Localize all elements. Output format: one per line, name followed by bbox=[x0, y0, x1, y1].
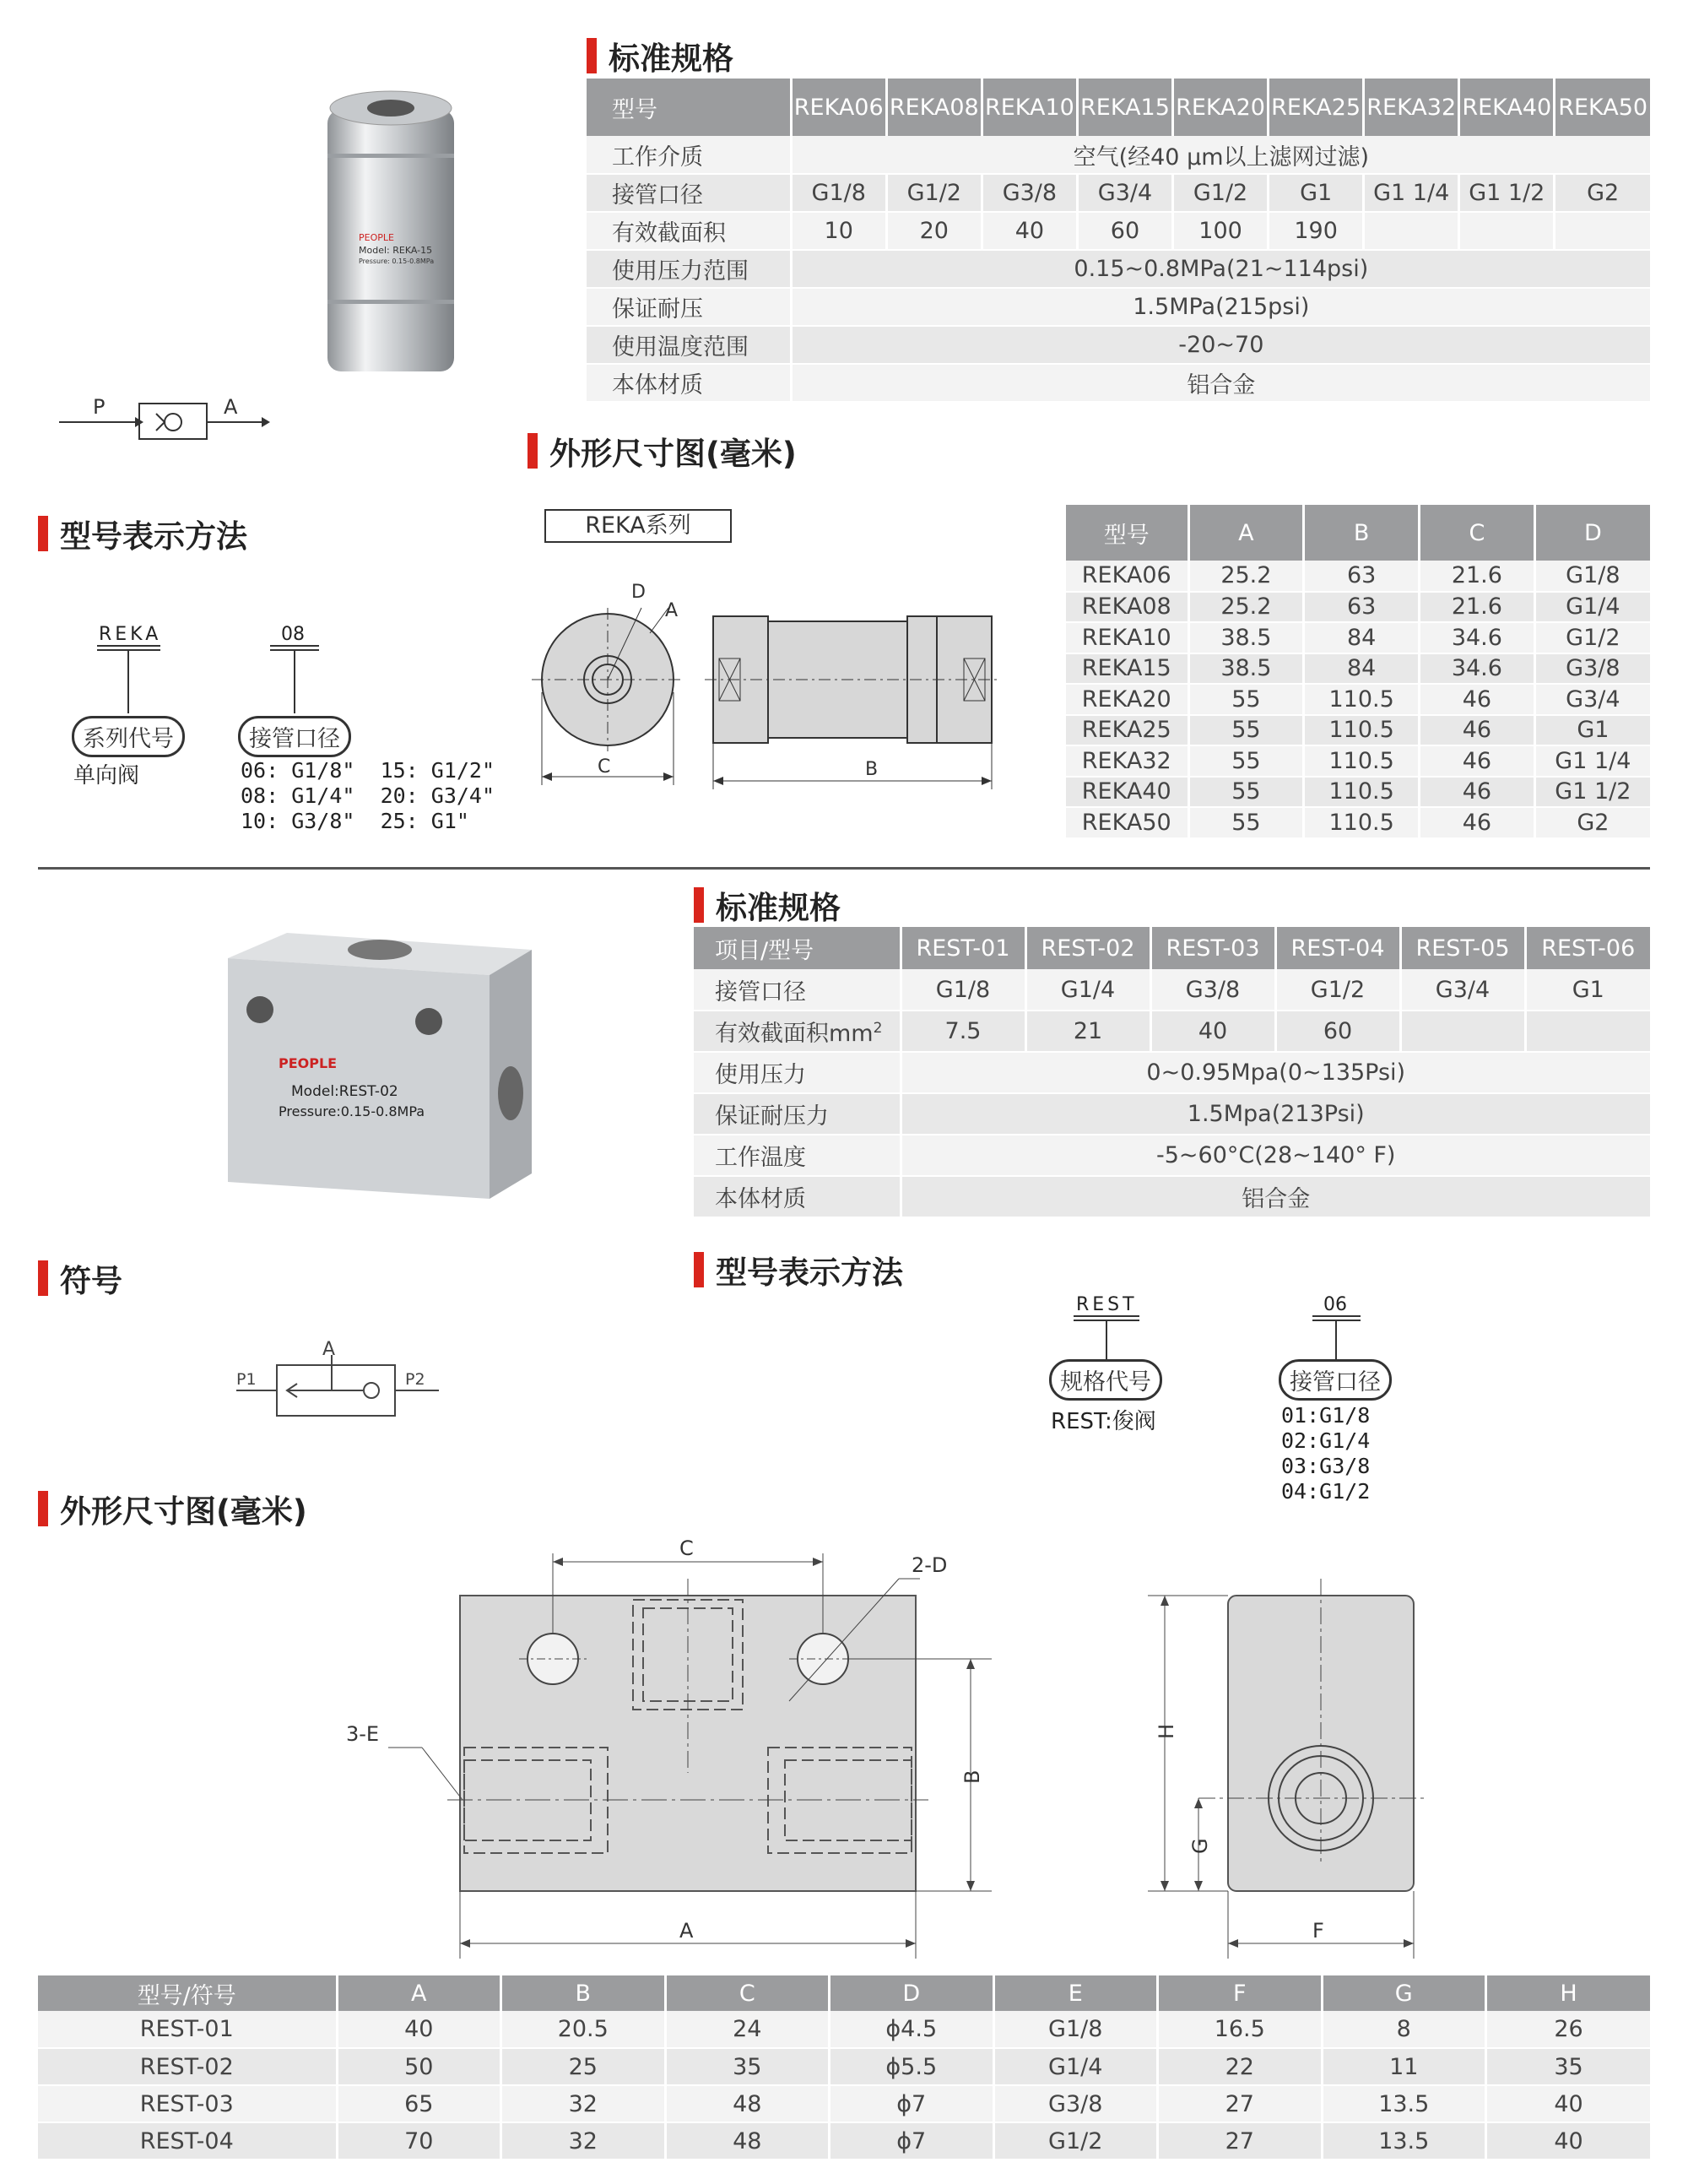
table-row bbox=[587, 136, 1650, 174]
rest-drawing-3e: 3-E bbox=[346, 1722, 380, 1746]
table-cell: 35 bbox=[1486, 2048, 1651, 2085]
table-cell: 46 bbox=[1420, 684, 1535, 715]
table-cell: G3/8 bbox=[982, 174, 1077, 212]
table-cell: ϕ4.5 bbox=[830, 2011, 994, 2048]
table-row bbox=[38, 2011, 1650, 2048]
reka-sub-label: 单向阀 bbox=[73, 763, 140, 789]
table-header-cell: REST-03 bbox=[1150, 927, 1275, 969]
table-cell: G1/8 bbox=[901, 969, 1025, 1011]
rest-drawing-c: C bbox=[679, 1536, 694, 1560]
reka-series-box: REKA系列 bbox=[544, 509, 732, 543]
table-cell: 铝合金 bbox=[791, 364, 1650, 402]
table-row bbox=[1066, 505, 1650, 561]
table-header-cell: 型号 bbox=[1066, 505, 1188, 561]
table-cell: 保证耐压力 bbox=[694, 1093, 901, 1135]
table-cell: G3/4 bbox=[1400, 969, 1525, 1011]
reka-code-2: 08 bbox=[281, 624, 305, 645]
reka-drawing-a: A bbox=[665, 600, 679, 621]
table-cell: 保证耐压 bbox=[587, 288, 791, 326]
rest-spec-table bbox=[694, 927, 1650, 1218]
rest-spec-title: 标准规格 bbox=[694, 886, 841, 924]
table-cell: 11 bbox=[1322, 2048, 1486, 2085]
table-header-cell: REKA32 bbox=[1364, 79, 1459, 136]
rest-port-3: 03:G3/8 bbox=[1281, 1454, 1371, 1478]
rest-drawing-g: G bbox=[1188, 1838, 1212, 1854]
table-header-cell: REST-06 bbox=[1525, 927, 1650, 969]
reka-drawing-c: C bbox=[598, 756, 611, 778]
reka-dim-title: 外形尺寸图(毫米) bbox=[528, 432, 797, 469]
table-row bbox=[694, 1176, 1650, 1217]
table-cell: 16.5 bbox=[1158, 2011, 1323, 2048]
table-cell: 55 bbox=[1188, 777, 1304, 808]
table-cell: 1.5Mpa(213Psi) bbox=[901, 1093, 1650, 1135]
table-cell: 70 bbox=[337, 2122, 501, 2160]
table-cell: G1 1/2 bbox=[1534, 777, 1650, 808]
table-header-cell: REST-05 bbox=[1400, 927, 1525, 969]
table-row bbox=[1066, 807, 1650, 838]
table-cell: REKA15 bbox=[1066, 653, 1188, 685]
table-cell bbox=[1364, 212, 1459, 250]
table-cell: 21.6 bbox=[1420, 561, 1535, 592]
table-header-cell: C bbox=[1420, 505, 1535, 561]
table-cell: REKA40 bbox=[1066, 777, 1188, 808]
table-row bbox=[1066, 684, 1650, 715]
table-cell: 22 bbox=[1158, 2048, 1323, 2085]
reka-drawing-d: D bbox=[631, 582, 646, 603]
table-cell: REKA20 bbox=[1066, 684, 1188, 715]
table-cell: -20~70 bbox=[791, 326, 1650, 364]
table-cell: 110.5 bbox=[1304, 715, 1420, 746]
table-cell: G1/2 bbox=[886, 174, 982, 212]
table-header-cell: REKA06 bbox=[791, 79, 886, 136]
table-header-cell: E bbox=[993, 1975, 1158, 2011]
reka-pill-port: 接管口径 bbox=[238, 716, 351, 757]
table-header-cell: REKA15 bbox=[1077, 79, 1172, 136]
table-cell: 本体材质 bbox=[587, 364, 791, 402]
table-cell: G1/4 bbox=[1534, 592, 1650, 623]
table-cell: 27 bbox=[1158, 2085, 1323, 2122]
table-row bbox=[1066, 653, 1650, 685]
table-cell: 40 bbox=[1486, 2122, 1651, 2160]
table-cell: 本体材质 bbox=[694, 1176, 901, 1217]
table-row bbox=[587, 250, 1650, 288]
table-row bbox=[587, 326, 1650, 364]
rest-product-image bbox=[219, 929, 540, 1207]
table-cell: 32 bbox=[501, 2085, 666, 2122]
table-cell: 55 bbox=[1188, 715, 1304, 746]
table-cell: 48 bbox=[665, 2085, 830, 2122]
table-cell: 110.5 bbox=[1304, 745, 1420, 777]
table-header-cell: REST-01 bbox=[901, 927, 1025, 969]
table-cell: G1/2 bbox=[1173, 174, 1269, 212]
table-cell: 46 bbox=[1420, 807, 1535, 838]
table-cell: G1/4 bbox=[1025, 969, 1150, 1011]
table-cell: 48 bbox=[665, 2122, 830, 2160]
table-cell: 63 bbox=[1304, 592, 1420, 623]
table-row bbox=[694, 1135, 1650, 1176]
table-cell: 34.6 bbox=[1420, 653, 1535, 685]
reka-spec-title: 标准规格 bbox=[587, 37, 733, 74]
rest-dim-table bbox=[38, 1975, 1650, 2160]
rest-product-model: Model:REST-02 bbox=[291, 1083, 398, 1100]
table-cell: 60 bbox=[1275, 1011, 1400, 1052]
table-cell: 空气(经40 μm以上滤网过滤) bbox=[791, 136, 1650, 174]
table-cell: 60 bbox=[1077, 212, 1172, 250]
table-cell: 7.5 bbox=[901, 1011, 1025, 1052]
table-cell: REKA32 bbox=[1066, 745, 1188, 777]
table-cell: REKA06 bbox=[1066, 561, 1188, 592]
table-cell: 26 bbox=[1486, 2011, 1651, 2048]
table-header-cell: C bbox=[665, 1975, 830, 2011]
table-cell: G2 bbox=[1534, 807, 1650, 838]
table-row bbox=[38, 2085, 1650, 2122]
table-cell bbox=[1459, 212, 1555, 250]
table-cell: 8 bbox=[1322, 2011, 1486, 2048]
table-cell: 38.5 bbox=[1188, 653, 1304, 685]
table-row bbox=[694, 1093, 1650, 1135]
table-header-cell: REST-04 bbox=[1275, 927, 1400, 969]
table-row bbox=[1066, 715, 1650, 746]
table-cell: 使用压力范围 bbox=[587, 250, 791, 288]
table-cell: 使用压力 bbox=[694, 1052, 901, 1093]
table-cell: 190 bbox=[1269, 212, 1364, 250]
reka-model-title: 型号表示方法 bbox=[38, 515, 247, 552]
table-header-cell: A bbox=[337, 1975, 501, 2011]
table-header-cell: D bbox=[1534, 505, 1650, 561]
table-cell: 10 bbox=[791, 212, 886, 250]
table-cell: 32 bbox=[501, 2122, 666, 2160]
table-cell: 40 bbox=[337, 2011, 501, 2048]
table-row bbox=[1066, 622, 1650, 653]
table-cell: 20 bbox=[886, 212, 982, 250]
rest-drawing-a: A bbox=[679, 1919, 694, 1943]
table-cell: G3/4 bbox=[1534, 684, 1650, 715]
table-cell: G1 1/4 bbox=[1534, 745, 1650, 777]
reka-product-image bbox=[312, 84, 464, 388]
table-row bbox=[1066, 592, 1650, 623]
rest-product-pressure: Pressure:0.15-0.8MPa bbox=[279, 1103, 425, 1119]
table-cell: 65 bbox=[337, 2085, 501, 2122]
table-cell: 84 bbox=[1304, 622, 1420, 653]
table-cell: G3/8 bbox=[1150, 969, 1275, 1011]
table-row bbox=[1066, 777, 1650, 808]
table-cell: G1/2 bbox=[1275, 969, 1400, 1011]
section-divider bbox=[38, 867, 1650, 870]
reka-model-lines bbox=[68, 621, 321, 730]
table-header-cell: REKA50 bbox=[1555, 79, 1650, 136]
table-cell: 20.5 bbox=[501, 2011, 666, 2048]
table-row bbox=[38, 1975, 1650, 2011]
table-cell: -5~60°C(28~140° F) bbox=[901, 1135, 1650, 1176]
table-cell: 24 bbox=[665, 2011, 830, 2048]
table-cell: 40 bbox=[1150, 1011, 1275, 1052]
rest-symbol bbox=[228, 1338, 447, 1431]
table-cell: 110.5 bbox=[1304, 684, 1420, 715]
table-row bbox=[587, 79, 1650, 136]
table-cell: 50 bbox=[337, 2048, 501, 2085]
table-cell: REKA10 bbox=[1066, 622, 1188, 653]
reka-spec-table bbox=[587, 79, 1650, 403]
table-cell: G2 bbox=[1555, 174, 1650, 212]
rest-drawing-h: H bbox=[1155, 1723, 1178, 1739]
table-cell: REKA25 bbox=[1066, 715, 1188, 746]
table-cell: G3/8 bbox=[1534, 653, 1650, 685]
table-cell: 工作介质 bbox=[587, 136, 791, 174]
table-cell: 34.6 bbox=[1420, 622, 1535, 653]
table-cell: 55 bbox=[1188, 807, 1304, 838]
rest-port-1: 01:G1/8 bbox=[1281, 1403, 1371, 1428]
table-header-cell: 项目/型号 bbox=[694, 927, 901, 969]
table-cell: 接管口径 bbox=[694, 969, 901, 1011]
table-header-cell: F bbox=[1158, 1975, 1323, 2011]
table-row bbox=[1066, 745, 1650, 777]
table-row bbox=[38, 2122, 1650, 2160]
rest-dim-title: 外形尺寸图(毫米) bbox=[38, 1490, 307, 1527]
table-cell: 35 bbox=[665, 2048, 830, 2085]
table-cell: REKA50 bbox=[1066, 807, 1188, 838]
reka-symbol bbox=[55, 388, 274, 447]
table-cell: 1.5MPa(215psi) bbox=[791, 288, 1650, 326]
table-row bbox=[1066, 561, 1650, 592]
table-row bbox=[587, 212, 1650, 250]
rest-model-title: 型号表示方法 bbox=[694, 1251, 903, 1288]
table-row bbox=[587, 364, 1650, 402]
rest-drawing-2d: 2-D bbox=[912, 1553, 948, 1577]
table-header-cell: H bbox=[1486, 1975, 1651, 2011]
table-header-cell: B bbox=[501, 1975, 666, 2011]
table-cell: ϕ7 bbox=[830, 2122, 994, 2160]
table-cell: 55 bbox=[1188, 684, 1304, 715]
table-cell: 25 bbox=[501, 2048, 666, 2085]
reka-ports-line-3: 10: G3/8" 25: G1" bbox=[241, 809, 469, 833]
table-cell: REST-03 bbox=[38, 2085, 337, 2122]
table-row bbox=[694, 969, 1650, 1011]
table-cell: 46 bbox=[1420, 777, 1535, 808]
table-header-cell: B bbox=[1304, 505, 1420, 561]
table-cell: 55 bbox=[1188, 745, 1304, 777]
table-cell: G1/8 bbox=[791, 174, 886, 212]
table-cell: G1 1/2 bbox=[1459, 174, 1555, 212]
table-header-cell: REKA25 bbox=[1269, 79, 1364, 136]
rest-sub-label: REST:俊阀 bbox=[1051, 1409, 1156, 1434]
table-cell: REST-01 bbox=[38, 2011, 337, 2048]
rest-code-2: 06 bbox=[1323, 1294, 1347, 1315]
reka-code-1: REKA bbox=[99, 624, 162, 645]
rest-symbol-p1: P1 bbox=[236, 1370, 257, 1389]
table-cell: G1/8 bbox=[1534, 561, 1650, 592]
table-cell: 13.5 bbox=[1322, 2085, 1486, 2122]
rest-code-1: REST bbox=[1076, 1294, 1138, 1315]
table-header-cell: REST-02 bbox=[1025, 927, 1150, 969]
rest-port-2: 02:G1/4 bbox=[1281, 1428, 1371, 1453]
table-cell: 有效截面积$mm^2$ bbox=[694, 1011, 901, 1052]
table-header-cell: REKA08 bbox=[886, 79, 982, 136]
table-cell: G1 bbox=[1525, 969, 1650, 1011]
table-cell: 21.6 bbox=[1420, 592, 1535, 623]
table-header-cell: 型号/符号 bbox=[38, 1975, 337, 2011]
rest-symbol-title: 符号 bbox=[38, 1260, 122, 1297]
table-cell: 84 bbox=[1304, 653, 1420, 685]
table-cell: 21 bbox=[1025, 1011, 1150, 1052]
reka-product-brand: PEOPLE bbox=[359, 232, 394, 243]
reka-product-pressure: Pressure: 0.15-0.8MPa bbox=[359, 257, 435, 265]
table-row bbox=[694, 1011, 1650, 1052]
table-cell: REST-04 bbox=[38, 2122, 337, 2160]
table-cell: ϕ7 bbox=[830, 2085, 994, 2122]
reka-drawing-b: B bbox=[865, 759, 879, 780]
table-cell: 38.5 bbox=[1188, 622, 1304, 653]
table-cell: G1/2 bbox=[993, 2122, 1158, 2160]
table-header-cell: 型号 bbox=[587, 79, 791, 136]
table-header-cell: REKA10 bbox=[982, 79, 1077, 136]
table-cell: ϕ5.5 bbox=[830, 2048, 994, 2085]
table-cell: REST-02 bbox=[38, 2048, 337, 2085]
table-cell: G1 bbox=[1269, 174, 1364, 212]
table-cell: 使用温度范围 bbox=[587, 326, 791, 364]
table-cell: 63 bbox=[1304, 561, 1420, 592]
rest-pill-spec: 规格代号 bbox=[1049, 1359, 1162, 1401]
table-row bbox=[38, 2048, 1650, 2085]
reka-dim-table bbox=[1066, 505, 1650, 839]
table-cell: 100 bbox=[1173, 212, 1269, 250]
reka-drawing bbox=[532, 574, 1055, 802]
reka-pill-series: 系列代号 bbox=[72, 716, 185, 757]
reka-ports-line-2: 08: G1/4" 20: G3/4" bbox=[241, 783, 495, 808]
table-row bbox=[694, 1052, 1650, 1093]
table-header-cell: A bbox=[1188, 505, 1304, 561]
rest-port-4: 04:G1/2 bbox=[1281, 1479, 1371, 1504]
table-cell: 工作温度 bbox=[694, 1135, 901, 1176]
table-cell: 25.2 bbox=[1188, 592, 1304, 623]
table-row bbox=[694, 927, 1650, 969]
table-cell: G1 1/4 bbox=[1364, 174, 1459, 212]
table-header-cell: D bbox=[830, 1975, 994, 2011]
table-cell bbox=[1555, 212, 1650, 250]
reka-symbol-p: P bbox=[93, 395, 106, 419]
table-cell: G1/8 bbox=[993, 2011, 1158, 2048]
table-cell: 46 bbox=[1420, 715, 1535, 746]
table-cell bbox=[1525, 1011, 1650, 1052]
reka-symbol-a: A bbox=[224, 395, 238, 419]
table-cell: 25.2 bbox=[1188, 561, 1304, 592]
table-cell: 46 bbox=[1420, 745, 1535, 777]
table-row bbox=[587, 288, 1650, 326]
table-cell: G3/8 bbox=[993, 2085, 1158, 2122]
table-cell: G3/4 bbox=[1077, 174, 1172, 212]
table-cell: 40 bbox=[1486, 2085, 1651, 2122]
table-header-cell: REKA20 bbox=[1173, 79, 1269, 136]
table-cell: 有效截面积 bbox=[587, 212, 791, 250]
rest-product-brand: PEOPLE bbox=[279, 1055, 338, 1071]
table-cell: 40 bbox=[982, 212, 1077, 250]
rest-pill-port: 接管口径 bbox=[1279, 1359, 1392, 1401]
table-cell: 27 bbox=[1158, 2122, 1323, 2160]
table-cell bbox=[1400, 1011, 1525, 1052]
rest-drawing-b: B bbox=[960, 1769, 984, 1784]
table-cell: 13.5 bbox=[1322, 2122, 1486, 2160]
table-cell: 0.15~0.8MPa(21~114psi) bbox=[791, 250, 1650, 288]
rest-symbol-a: A bbox=[322, 1339, 336, 1360]
reka-product-model: Model: REKA-15 bbox=[359, 245, 433, 256]
rest-drawing-f: F bbox=[1312, 1919, 1324, 1943]
table-cell: G1 bbox=[1534, 715, 1650, 746]
table-cell: 110.5 bbox=[1304, 807, 1420, 838]
table-header-cell: REKA40 bbox=[1459, 79, 1555, 136]
table-cell: REKA08 bbox=[1066, 592, 1188, 623]
rest-symbol-p2: P2 bbox=[405, 1370, 425, 1389]
table-row bbox=[587, 174, 1650, 212]
table-cell: G1/4 bbox=[993, 2048, 1158, 2085]
rest-drawing bbox=[321, 1520, 1485, 1959]
table-cell: 铝合金 bbox=[901, 1176, 1650, 1217]
table-cell: 0~0.95Mpa(0~135Psi) bbox=[901, 1052, 1650, 1093]
table-cell: 110.5 bbox=[1304, 777, 1420, 808]
table-cell: 接管口径 bbox=[587, 174, 791, 212]
table-cell: G1/2 bbox=[1534, 622, 1650, 653]
table-header-cell: G bbox=[1322, 1975, 1486, 2011]
reka-ports-line-1: 06: G1/8" 15: G1/2" bbox=[241, 758, 495, 783]
